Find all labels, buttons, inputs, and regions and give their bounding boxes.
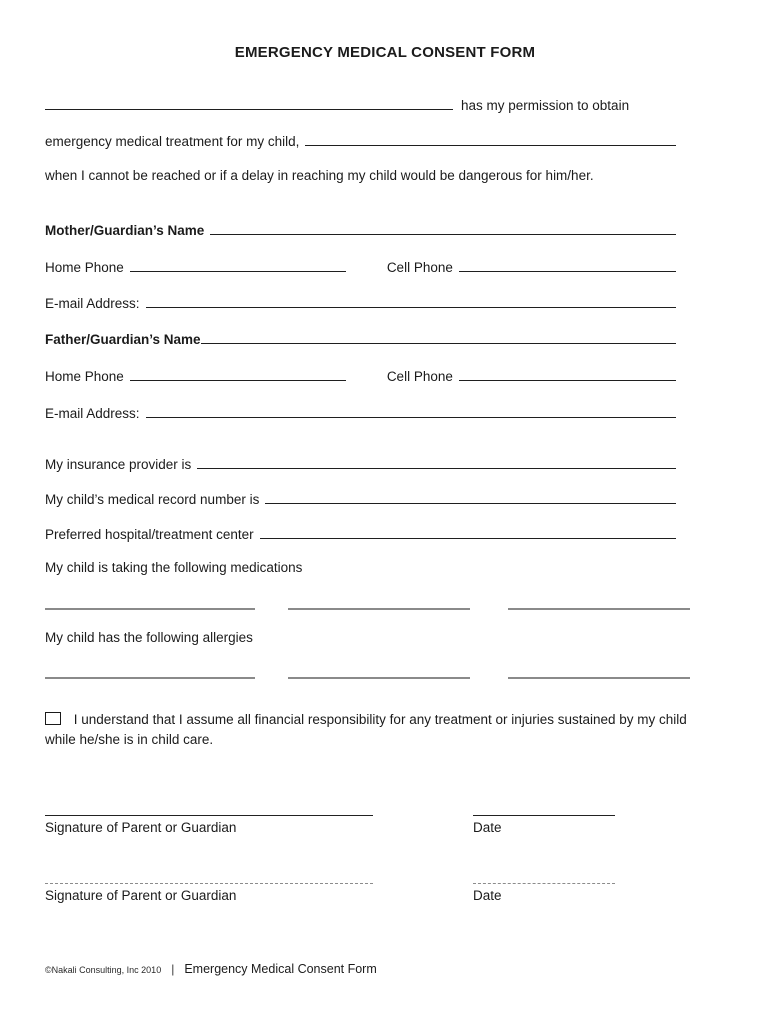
acknowledgement-text: I understand that I assume all financial responsibility for any treatment or injuries sustained by my child while he/she is in child care. [45,712,687,747]
medical-record-label: My child’s medical record number is [45,492,260,507]
allergy-field-1[interactable] [45,666,255,679]
mother-name-row [45,221,676,239]
allergies-fields-row [45,666,690,679]
mother-home-phone-label: Home Phone [45,260,124,275]
mother-home-phone-field[interactable] [130,258,346,272]
mother-name-label: Mother/Guardian’s Name [45,223,205,238]
permission-row [45,96,676,114]
preferred-hospital-field[interactable] [260,525,676,539]
insurance-row [45,455,676,473]
footer-separator: | [171,962,175,976]
page-footer [45,962,377,976]
allergy-field-2[interactable] [288,666,470,679]
medications-label: My child is taking the following medications [45,560,303,575]
signature-block-2 [45,883,615,904]
mother-email-label: E-mail Address: [45,296,140,311]
father-name-label: Father/Guardian’s Name [45,332,201,347]
copyright-text: ©Nakali Consulting, Inc 2010 [45,965,162,975]
mother-name-field[interactable] [210,221,676,235]
child-name-row [45,132,676,150]
signature-label-2: Signature of Parent or Guardian [45,888,237,903]
signature-label-1: Signature of Parent or Guardian [45,820,237,835]
date-label-2: Date [473,888,502,903]
financial-responsibility-checkbox[interactable] [45,712,61,725]
medication-field-2[interactable] [288,597,470,610]
allergies-label: My child has the following allergies [45,630,253,645]
medication-field-3[interactable] [508,597,690,610]
medical-record-field[interactable] [265,490,676,504]
signature-field-2[interactable] [45,883,373,904]
form-title: EMERGENCY MEDICAL CONSENT FORM [234,44,536,61]
mother-phone-row [45,258,676,276]
preferred-hospital-row [45,525,676,543]
father-name-row [45,330,676,348]
father-home-phone-field[interactable] [130,367,346,381]
date-label-1: Date [473,820,502,835]
father-name-field[interactable] [201,330,676,344]
permission-suffix-text: has my permission to obtain [461,98,630,113]
mother-email-field[interactable] [146,294,676,308]
mother-cell-phone-field[interactable] [459,258,676,272]
insurance-provider-field[interactable] [197,455,676,469]
footer-form-name: Emergency Medical Consent Form [184,962,377,976]
medical-record-row [45,490,676,508]
father-email-field[interactable] [146,404,676,418]
mother-email-row [45,294,676,312]
father-cell-phone-field[interactable] [459,367,676,381]
signature-field-1[interactable] [45,815,373,836]
recipient-name-field[interactable] [45,96,453,110]
child-name-field[interactable] [305,132,676,146]
condition-text: when I cannot be reached or if a delay in reaching my child would be dangerous for him/her. [45,168,594,183]
father-email-label: E-mail Address: [45,406,140,421]
signature-block-1 [45,815,615,836]
allergy-field-3[interactable] [508,666,690,679]
mother-cell-phone-label: Cell Phone [386,260,453,275]
medications-fields-row [45,597,690,610]
insurance-label: My insurance provider is [45,457,192,472]
medication-field-1[interactable] [45,597,255,610]
date-field-1[interactable] [473,815,615,836]
date-field-2[interactable] [473,883,615,904]
father-email-row [45,404,676,422]
preferred-hospital-label: Preferred hospital/treatment center [45,527,254,542]
father-phone-row [45,367,676,385]
father-home-phone-label: Home Phone [45,369,124,384]
acknowledgement-block [45,710,692,750]
treatment-prefix-text: emergency medical treatment for my child, [45,134,300,149]
father-cell-phone-label: Cell Phone [386,369,453,384]
